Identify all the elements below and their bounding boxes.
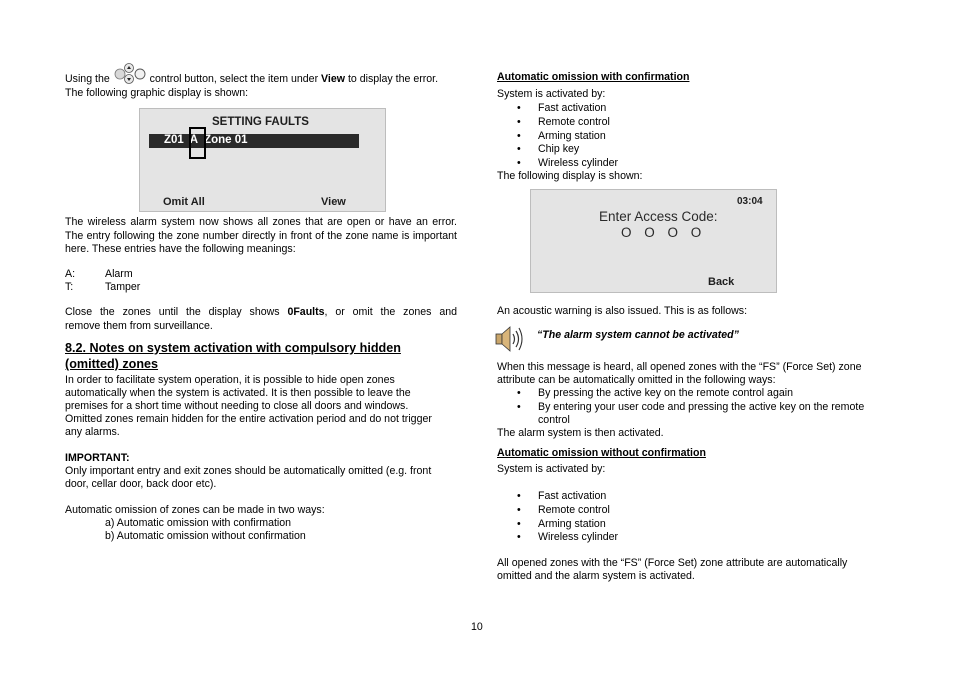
para1-line1: In order to facilitate system operation, it is possible to hide open zones	[65, 374, 395, 386]
activated-by-1: System is activated by:	[497, 88, 606, 100]
lcd-display-access-code	[530, 189, 777, 293]
lcd-cursor-box	[189, 127, 206, 159]
important-label: IMPORTANT:	[65, 452, 130, 464]
lcd-zone-label: Z01 A Zone 01	[164, 134, 248, 146]
intro-view-word: View	[321, 73, 345, 85]
lcd-time: 03:04	[737, 196, 763, 207]
para1-line3: premises for a short time without needing to close all doors and windows.	[65, 400, 409, 412]
list-item: • Remote control	[497, 116, 618, 130]
important-line1: Only important entry and exit zones should be automatically omitted (e.g. front	[65, 465, 432, 477]
heading-with-confirmation: Automatic omission with confirmation	[497, 71, 690, 83]
list-item: • Wireless cylinder	[497, 157, 618, 171]
para1-line2: automatically when the system is activated. It is then possible to leave the	[65, 387, 411, 399]
activated-by-2: System is activated by:	[497, 463, 606, 475]
omission-intro: Automatic omission of zones can be made in two ways:	[65, 504, 325, 516]
heard-line1: When this message is heard, all opened zones with the “FS” (Force Set) zone	[497, 361, 862, 373]
quote-message: “The alarm system cannot be activated”	[537, 329, 739, 341]
softkey-view: View	[321, 196, 346, 208]
meaning-a-code: A:	[65, 268, 76, 280]
list-item: • Arming station	[497, 518, 618, 532]
lcd-selected-row	[149, 134, 359, 148]
then-activated-text: The alarm system is then activated.	[497, 427, 664, 439]
important-line2: door, cellar door, back door etc).	[65, 478, 217, 490]
page-number: 10	[471, 621, 483, 633]
lcd-display-setting-faults	[139, 108, 386, 212]
bullet-list-omission-ways	[497, 387, 892, 428]
final-line2: omitted and the alarm system is activated.	[497, 570, 695, 582]
speaker-icon	[494, 323, 526, 355]
final-line1: All opened zones with the “FS” (Force Set) zone attribute are automatically	[497, 557, 848, 569]
list-item: • By pressing the active key on the remote control again	[497, 387, 892, 401]
control-button-icon	[113, 62, 147, 84]
meaning-a-text: Alarm	[105, 268, 133, 280]
list-item: • Remote control	[497, 504, 618, 518]
list-item: • Fast activation	[497, 102, 618, 116]
close-text-b: , or omit the zones and	[324, 306, 457, 318]
list-item: • Fast activation	[497, 490, 618, 504]
list-item: • Arming station	[497, 130, 618, 144]
acoustic-warning-text: An acoustic warning is also issued. This is as follows:	[497, 305, 748, 317]
intro-text-b: control button, select the item under	[149, 73, 319, 85]
list-item: • Chip key	[497, 143, 618, 157]
close-zones-line1	[65, 306, 457, 320]
wireless-paragraph: The wireless alarm system now shows all zones that are open or have an error. The entry following the zone number directly in front of the zone name is important here. These entries have the following meanings:	[65, 216, 457, 255]
meaning-t-text: Tamper	[105, 281, 141, 293]
close-zones-line2: remove them from surveillance.	[65, 320, 213, 332]
omission-way-a: a) Automatic omission with confirmation	[105, 517, 292, 529]
close-0faults: 0Faults	[287, 306, 325, 318]
heading-without-confirmation: Automatic omission without confirmation	[497, 447, 706, 459]
bullet-list-activation-1	[497, 102, 618, 171]
para1-line5: any alarms.	[65, 426, 120, 438]
softkey-omit-all: Omit All	[163, 196, 205, 208]
list-item: • By entering your user code and pressing the active key on the remote control	[497, 401, 892, 429]
intro-text-c: to display the error.	[347, 73, 439, 85]
omission-way-b: b) Automatic omission without confirmation	[105, 530, 306, 542]
intro-following: The following graphic display is shown:	[65, 87, 249, 99]
lcd-title: SETTING FAULTS	[212, 116, 309, 128]
bullet-list-activation-2	[497, 490, 618, 545]
close-text-a: Close the zones until the display shows	[65, 306, 280, 318]
lcd-code-digits: O O O O	[621, 225, 705, 240]
lcd-access-prompt: Enter Access Code:	[599, 209, 718, 224]
following-display-text: The following display is shown:	[497, 170, 643, 182]
softkey-back: Back	[708, 276, 735, 288]
heard-line2: attribute can be automatically omitted in the following ways:	[497, 374, 776, 386]
para1-line4: Omitted zones remain hidden for the entire activation period and do not trigger	[65, 413, 432, 425]
section-heading-line2: (omitted) zones	[65, 357, 159, 371]
intro-text-a: Using the	[65, 73, 110, 85]
section-heading-line1: 8.2. Notes on system activation with compulsory hidden	[65, 341, 401, 355]
list-item: • Wireless cylinder	[497, 531, 618, 545]
meaning-t-code: T:	[65, 281, 74, 293]
